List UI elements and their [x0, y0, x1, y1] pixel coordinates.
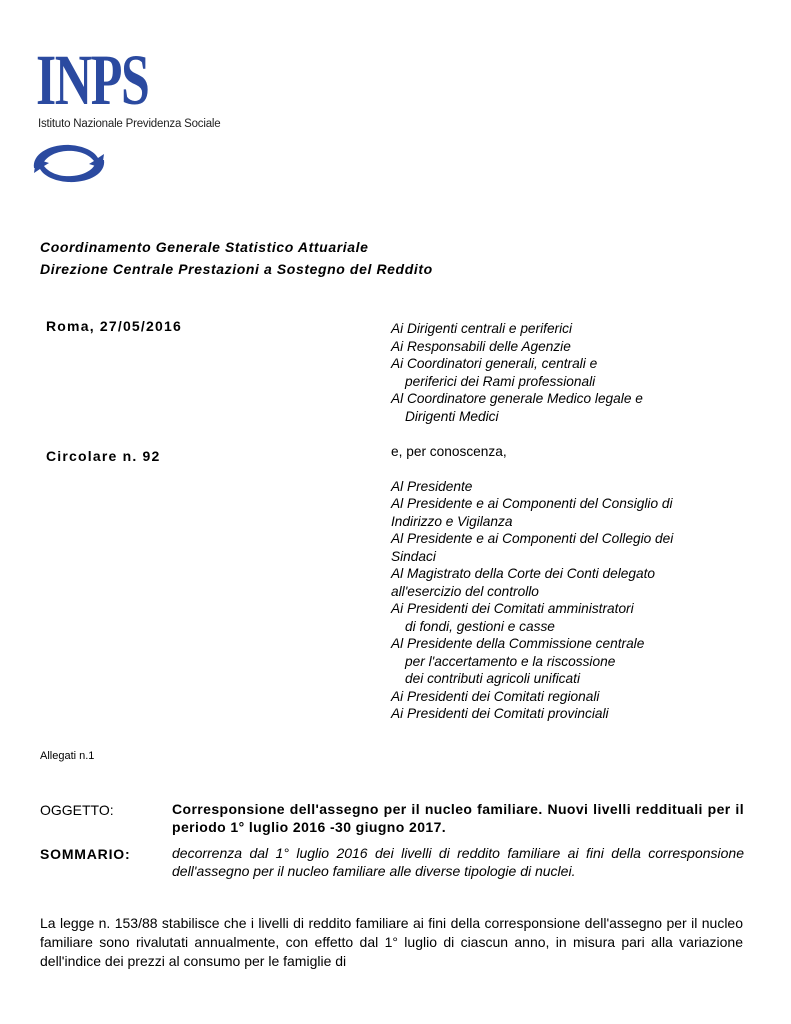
circolare-number: Circolare n. 92 [46, 448, 161, 464]
logo-subtitle: Istituto Nazionale Previdenza Sociale [38, 118, 221, 130]
date-line: Roma, 27/05/2016 [46, 318, 182, 334]
recipient-line: di fondi, gestioni e casse [405, 618, 555, 634]
recipient-line: Sindaci [391, 548, 436, 564]
attachments-note: Allegati n.1 [40, 750, 95, 762]
inps-logo-wordmark: INPS [36, 40, 149, 120]
recipients-list [391, 320, 751, 723]
recipient-line: Al Presidente e ai Componenti del Collegio dei [391, 531, 674, 546]
inps-swirl-logo-icon [28, 138, 110, 188]
department-line-2: Direzione Centrale Prestazioni a Sostegno del Reddito [40, 261, 433, 277]
recipient-line: Al Presidente [391, 478, 473, 494]
per-conoscenza-label: e, per conoscenza, [391, 443, 507, 459]
recipient-line: all'esercizio del controllo [391, 583, 539, 599]
sommario-label: SOMMARIO: [40, 846, 131, 862]
recipient-line: Indirizzo e Vigilanza [391, 513, 513, 529]
oggetto-text: Corresponsione dell'assegno per il nucleo familiare. Nuovi livelli reddituali per il periodo 1° luglio 2016 -30 giugno 2017. [172, 801, 744, 835]
recipient-line: Ai Responsabili delle Agenzie [391, 338, 571, 354]
oggetto-label: OGGETTO: [40, 802, 114, 818]
recipient-line: periferici dei Rami professionali [405, 373, 596, 389]
recipient-line: Al Magistrato della Corte dei Conti delegato [391, 566, 656, 581]
recipient-line: Ai Dirigenti centrali e periferici [391, 321, 573, 336]
recipient-line: Al Presidente della Commissione centrale [391, 636, 645, 651]
recipient-line: Ai Presidenti dei Comitati amministratori [391, 601, 634, 616]
recipient-line: Dirigenti Medici [405, 408, 499, 424]
recipient-line: Ai Presidenti dei Comitati regionali [391, 688, 600, 704]
recipient-line: Ai Presidenti dei Comitati provinciali [391, 706, 609, 721]
sommario-text: decorrenza dal 1° luglio 2016 dei livelli di reddito familiare ai fini della corresponsione dell'assegno per il nucleo familiare alle diverse tipologie di nuclei. [172, 845, 744, 879]
recipient-line: Al Presidente e ai Componenti del Consiglio di [391, 496, 673, 511]
recipient-line: per l'accertamento e la riscossione [405, 653, 616, 669]
recipient-line: Ai Coordinatori generali, centrali e [391, 356, 598, 371]
recipient-line: Al Coordinatore generale Medico legale e [391, 391, 643, 406]
department-line-1: Coordinamento Generale Statistico Attuariale [40, 239, 369, 255]
body-paragraph: La legge n. 153/88 stabilisce che i livelli di reddito familiare ai fini della corresponsione dell'assegno per il nucleo familiare sono rivalutati annualmente, con effetto dal 1° luglio di ciascun anno, in misura pari alla variazione dell'indice dei prezzi al consumo per le famiglie di [40, 915, 743, 969]
recipient-line: dei contributi agricoli unificati [405, 671, 580, 686]
